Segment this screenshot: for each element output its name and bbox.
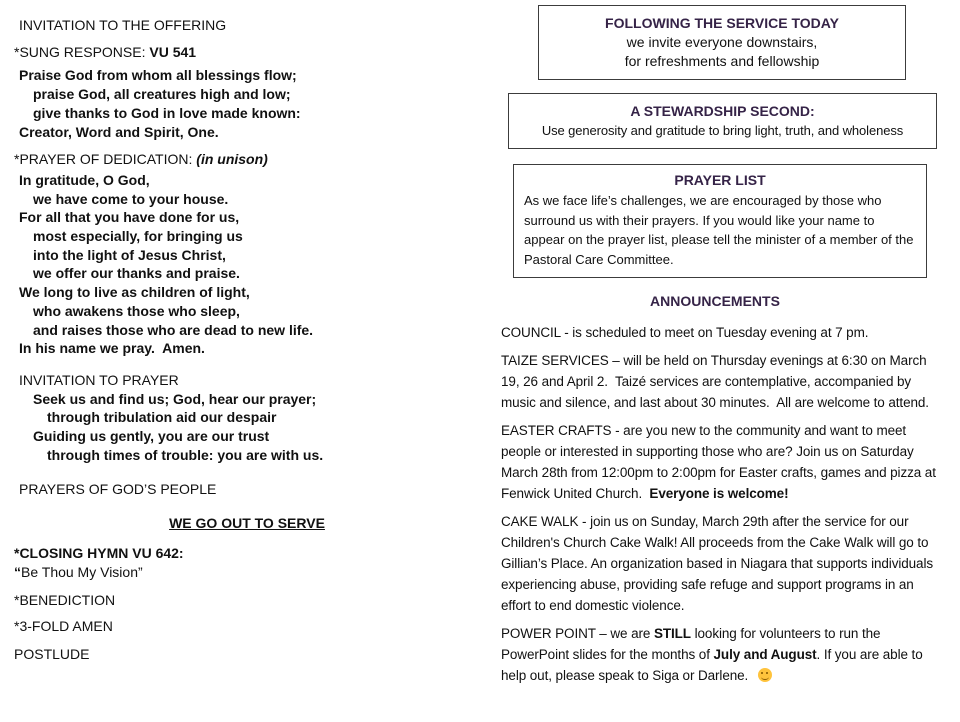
text-line — [14, 480, 480, 499]
text-segment: *CLOSING HYMN VU 642: — [14, 544, 184, 561]
text-line — [14, 16, 480, 35]
prayers-gods-people — [14, 480, 480, 499]
box-heading: FOLLOWING THE SERVICE TODAY — [605, 15, 839, 31]
box-line: Use generosity and gratitude to bring light, truth, and wholeness — [541, 123, 904, 138]
announcement-council — [501, 322, 945, 343]
text-segment: We long to live as children of light, — [19, 284, 250, 301]
text-line — [14, 617, 480, 636]
we-go-out — [14, 514, 480, 533]
announcement-power-point — [501, 623, 945, 686]
benediction — [14, 591, 480, 610]
text-segment: we have come to your house. — [33, 190, 229, 207]
text-segment: through tribulation aid our despair — [47, 409, 277, 426]
text-line — [14, 563, 480, 582]
following-service-box — [538, 5, 906, 80]
box-line: for refreshments and fellowship — [624, 53, 820, 69]
text-segment: CAKE WALK - join us on Sunday, March 29th after the service for our Children's Church Cake Walk! All proceeds from the Cake Walk will go to Gillian’s Place. An organization based in Niagara that supports individuals experiencing abuse, providing safe refuge and support programs in an effort to end domestic violence. — [501, 514, 937, 613]
text-segment: *BENEDICTION — [14, 592, 116, 609]
text-segment: INVITATION TO PRAYER — [19, 371, 179, 388]
text-segment: and raises those who are dead to new life. — [33, 321, 314, 338]
text-line — [14, 43, 480, 62]
box-heading: PRAYER LIST — [674, 172, 766, 188]
text-segment: through times of trouble: you are with us. — [47, 446, 324, 463]
announcement-cake-walk — [501, 511, 945, 616]
text-segment: INVITATION TO THE OFFERING — [19, 17, 227, 33]
text-segment: POWER POINT – we are — [501, 626, 654, 641]
text-line — [14, 302, 480, 321]
text-segment: *PRAYER OF DEDICATION: — [14, 151, 197, 168]
text-line — [14, 427, 480, 446]
text-segment: In his name we pray. Amen. — [19, 340, 205, 357]
text-line — [14, 190, 480, 209]
text-segment: “ — [14, 563, 21, 580]
prayer-of-dedication — [14, 150, 480, 169]
text-segment: who awakens those who sleep, — [33, 302, 240, 319]
text-segment: Guiding us gently, you are our trust — [33, 428, 270, 445]
text-segment: into the light of Jesus Christ, — [33, 246, 226, 263]
text-line — [14, 104, 480, 123]
text-line — [14, 150, 480, 169]
box-heading: A STEWARDSHIP SECOND: — [630, 103, 815, 119]
closing-hymn — [14, 544, 480, 581]
postlude — [14, 645, 480, 664]
text-line — [14, 246, 480, 265]
text-segment: most especially, for bringing us — [33, 228, 243, 245]
text-segment: For all that you have done for us, — [19, 209, 240, 226]
text-segment: (in unison) — [196, 151, 268, 168]
text-segment: give thanks to God in love made known: — [33, 104, 301, 121]
text-segment: EASTER CRAFTS - are you new to the community and want to meet people or interested in supporting those who are? Join us on Saturday March 28th from 12:00pm to 2:00pm for Easter crafts, games and pizza at Fenwick United Church. — [501, 423, 940, 501]
text-segment: looking for volunteers to run the PowerPoint slides for the months of — [501, 626, 885, 662]
notice-boxes — [490, 5, 940, 278]
sung-response — [14, 43, 480, 62]
text-line — [14, 339, 480, 358]
text-line — [14, 390, 480, 409]
text-line — [14, 85, 480, 104]
text-segment: Be Thou My Vision” — [21, 563, 143, 580]
text-segment: WE GO OUT TO SERVE — [169, 515, 325, 532]
invitation-prayer — [14, 371, 480, 465]
box-line: we invite everyone downstairs, — [626, 34, 818, 50]
order-of-service-column — [14, 16, 480, 672]
text-line — [14, 321, 480, 340]
box-body: As we face life’s challenges, we are encouraged by those who surround us with their prayers. If you would like your name to appear on the prayer list, please tell the minister of a member of the Pastoral Care Committee. — [524, 193, 914, 267]
smiley-emoji — [758, 668, 772, 682]
text-segment: POSTLUDE — [14, 645, 90, 662]
threefold-amen — [14, 617, 480, 636]
text-segment: TAIZE SERVICES – will be held on Thursday evenings at 6:30 on March 19, 26 and April 2. Taizé services are contemplative, accompanied by music and silence, and last about 30 minutes. All are welcome to attend. — [501, 353, 931, 410]
invitation-offering — [14, 16, 480, 35]
text-line — [14, 591, 480, 610]
text-segment: COUNCIL - is scheduled to meet on Tuesday evening at 7 pm. — [501, 325, 869, 340]
text-segment: STILL — [653, 626, 691, 641]
text-segment: Seek us and find us; God, hear our prayer; — [33, 390, 317, 407]
text-segment: PRAYERS OF GOD’S PEOPLE — [19, 481, 217, 498]
text-segment: Everyone is welcome! — [649, 486, 789, 501]
text-line — [14, 264, 480, 283]
text-line — [14, 408, 480, 427]
announcements-column — [490, 0, 940, 693]
announcement-taize-services — [501, 350, 945, 413]
announcements-heading: ANNOUNCEMENTS — [650, 293, 780, 309]
text-line — [14, 171, 480, 190]
text-line — [14, 227, 480, 246]
text-line — [14, 544, 480, 563]
text-segment: praise God, all creatures high and low; — [33, 86, 291, 103]
text-line — [14, 66, 480, 85]
text-segment: July and August — [713, 647, 817, 662]
sung-response-verse — [14, 66, 480, 141]
text-segment: Praise God from whom all blessings flow; — [19, 67, 297, 84]
text-segment: VU 541 — [149, 43, 197, 60]
text-line — [14, 123, 480, 142]
stewardship-box — [508, 93, 937, 149]
text-segment: Creator, Word and Spirit, One. — [19, 123, 219, 140]
announcements-list — [501, 322, 945, 686]
text-line — [14, 208, 480, 227]
text-segment: we offer our thanks and praise. — [33, 265, 240, 282]
text-segment: *3-FOLD AMEN — [14, 617, 113, 634]
dedication-prayer — [14, 171, 480, 358]
text-line — [14, 645, 480, 664]
text-segment: *SUNG RESPONSE: — [14, 43, 150, 60]
text-line — [14, 371, 480, 390]
announcement-easter-crafts — [501, 420, 945, 504]
text-segment: In gratitude, O God, — [19, 171, 150, 188]
prayer-list-box — [513, 164, 927, 278]
text-line — [14, 514, 480, 533]
text-line — [14, 446, 480, 465]
text-segment: . If you are able to help out, please speak to Siga or Darlene. — [501, 647, 927, 683]
text-line — [14, 283, 480, 302]
